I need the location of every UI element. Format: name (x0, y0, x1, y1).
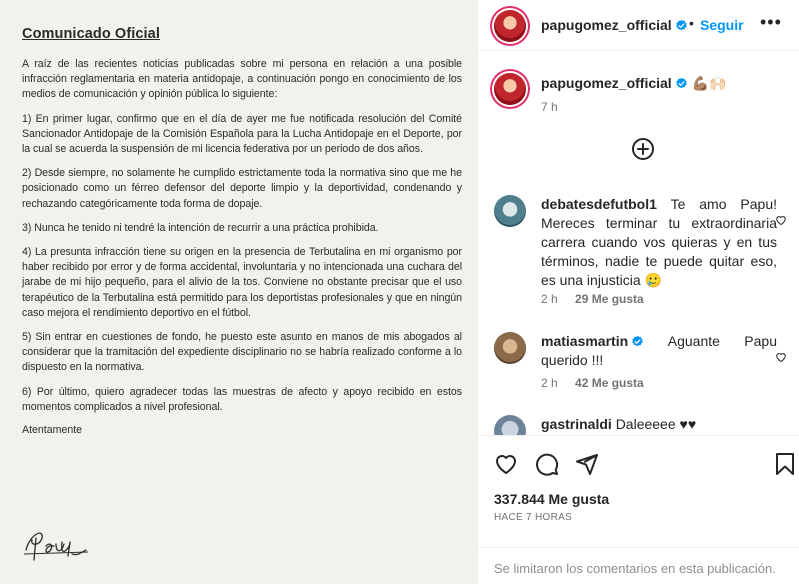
more-options-icon[interactable]: ••• (760, 12, 782, 32)
verified-icon (631, 335, 644, 348)
load-more-comments-icon[interactable] (631, 137, 655, 161)
caption-author-avatar[interactable] (494, 73, 526, 105)
author-avatar[interactable] (494, 10, 526, 42)
comment-time[interactable]: 2 h (541, 292, 558, 306)
separator-dot: • (689, 15, 694, 31)
likes-count[interactable]: 337.844 Me gusta (494, 491, 610, 507)
verified-icon (675, 19, 688, 32)
document-paragraph-3: 3) Nunca he tenido ni tendré la intención de recurrir a una práctica prohibida. (22, 221, 379, 234)
document-paragraph-4: 4) La presunta infracción tiene su origen en la presencia de Terbutalina en mi organismo por haber recibido por error y de forma accidental, involuntaria y no intencionada una cuchara del jarabe de mi hijo pequeño, para el alivio de la tos. Conviene no obstante precisar que el uso terapéutico de la Terbutalina está permitido para los deportistas profesionales y que en ningún caso mejora el rendimiento deportivo en el fútbol. (22, 246, 462, 319)
author-username-row[interactable] (541, 17, 688, 33)
share-icon[interactable] (575, 452, 599, 476)
caption-time[interactable]: 7 h (541, 100, 558, 114)
caption-line (541, 75, 726, 92)
bookmark-icon[interactable] (774, 452, 796, 476)
comment-text (541, 332, 777, 370)
comment-username[interactable]: matiasmartin (541, 333, 629, 349)
comment-avatar[interactable] (494, 332, 526, 364)
document-paragraph-5: 5) Sin entrar en cuestiones de fondo, he puesto este asunto en manos de mis abogados al considerar que la tramitación del expediente disciplinario no se habría realizado conforme a lo dispuesto en la normativa. (22, 331, 462, 374)
heart-icon[interactable] (775, 351, 787, 363)
comments-limited-text: Se limitaron los comentarios en esta publicación. (494, 561, 776, 576)
comment-meta (541, 292, 644, 306)
document-paragraph-1: 1) En primer lugar, confirmo que en el día de ayer me fue notificada resolución del Comité Sancionador Antidopaje de la Comisión Española para la Lucha Antidopaje en el Deporte, por la cual se acuerda la suspensión de mi licencia federativa por un periodo de dos años. (22, 112, 462, 156)
author-username[interactable]: papugomez_official (541, 17, 672, 33)
document-paragraph-2: 2) Desde siempre, no solamente he cumplido estrictamente toda la normativa sino que me he posicionado como un férreo defensor del deporte limpio y la deportividad, condenando y rechazando categóricamente toda forma de dopaje. (22, 167, 462, 210)
document-paragraph-intro: A raíz de las recientes noticias publicadas sobre mi persona en relación a una posible infracción reglamentaria en materia antidopaje, a continuación pongo en conocimiento de los medios de comunicación y opinión pública lo siguiente: (22, 58, 462, 101)
comments-section[interactable] (478, 51, 799, 435)
heart-icon[interactable] (494, 452, 518, 476)
post-header (478, 0, 799, 51)
comment-body: Daleeeee ♥♥ (615, 416, 697, 432)
caption-text: 💪🏽🙌🏻 (691, 75, 727, 91)
comment-avatar[interactable] (494, 195, 526, 227)
caption-username[interactable]: papugomez_official (541, 75, 672, 91)
comment-icon[interactable] (535, 452, 559, 476)
post-side-panel (477, 0, 799, 584)
comment-avatar[interactable] (494, 415, 526, 435)
heart-icon[interactable] (775, 214, 787, 226)
comment-username[interactable]: debatesdefutbol1 (541, 196, 657, 212)
document-title: Comunicado Oficial (22, 26, 160, 42)
comment-body: Aguante Papu querido !!! (541, 333, 777, 368)
comment-likes[interactable]: 42 Me gusta (575, 376, 644, 390)
comment-username[interactable]: gastrinaldi (541, 416, 612, 432)
comment-time[interactable]: 2 h (541, 376, 558, 390)
follow-button[interactable]: Seguir (700, 17, 744, 33)
post-time-ago[interactable]: HACE 7 HORAS (494, 512, 573, 523)
comment-text (541, 195, 777, 290)
document-closing: Atentamente (22, 424, 83, 437)
comment-meta (541, 376, 644, 390)
comment-likes[interactable]: 29 Me gusta (575, 292, 644, 306)
verified-icon (675, 77, 688, 90)
document-paragraph-6: 6) Por último, quiero agradecer todas las muestras de afecto y apoyo recibido en estos momentos complicados a nivel profesional. (22, 385, 462, 413)
comment-body: Te amo Papu! Mereces terminar tu extraordinaria carrera cuando vos quieras y en tus términos, nadie te puede quitar eso, es una injusticia 🥲 (541, 196, 778, 288)
handwritten-signature (22, 524, 92, 564)
comments-limited-notice (478, 547, 799, 584)
comment-text (541, 415, 777, 434)
